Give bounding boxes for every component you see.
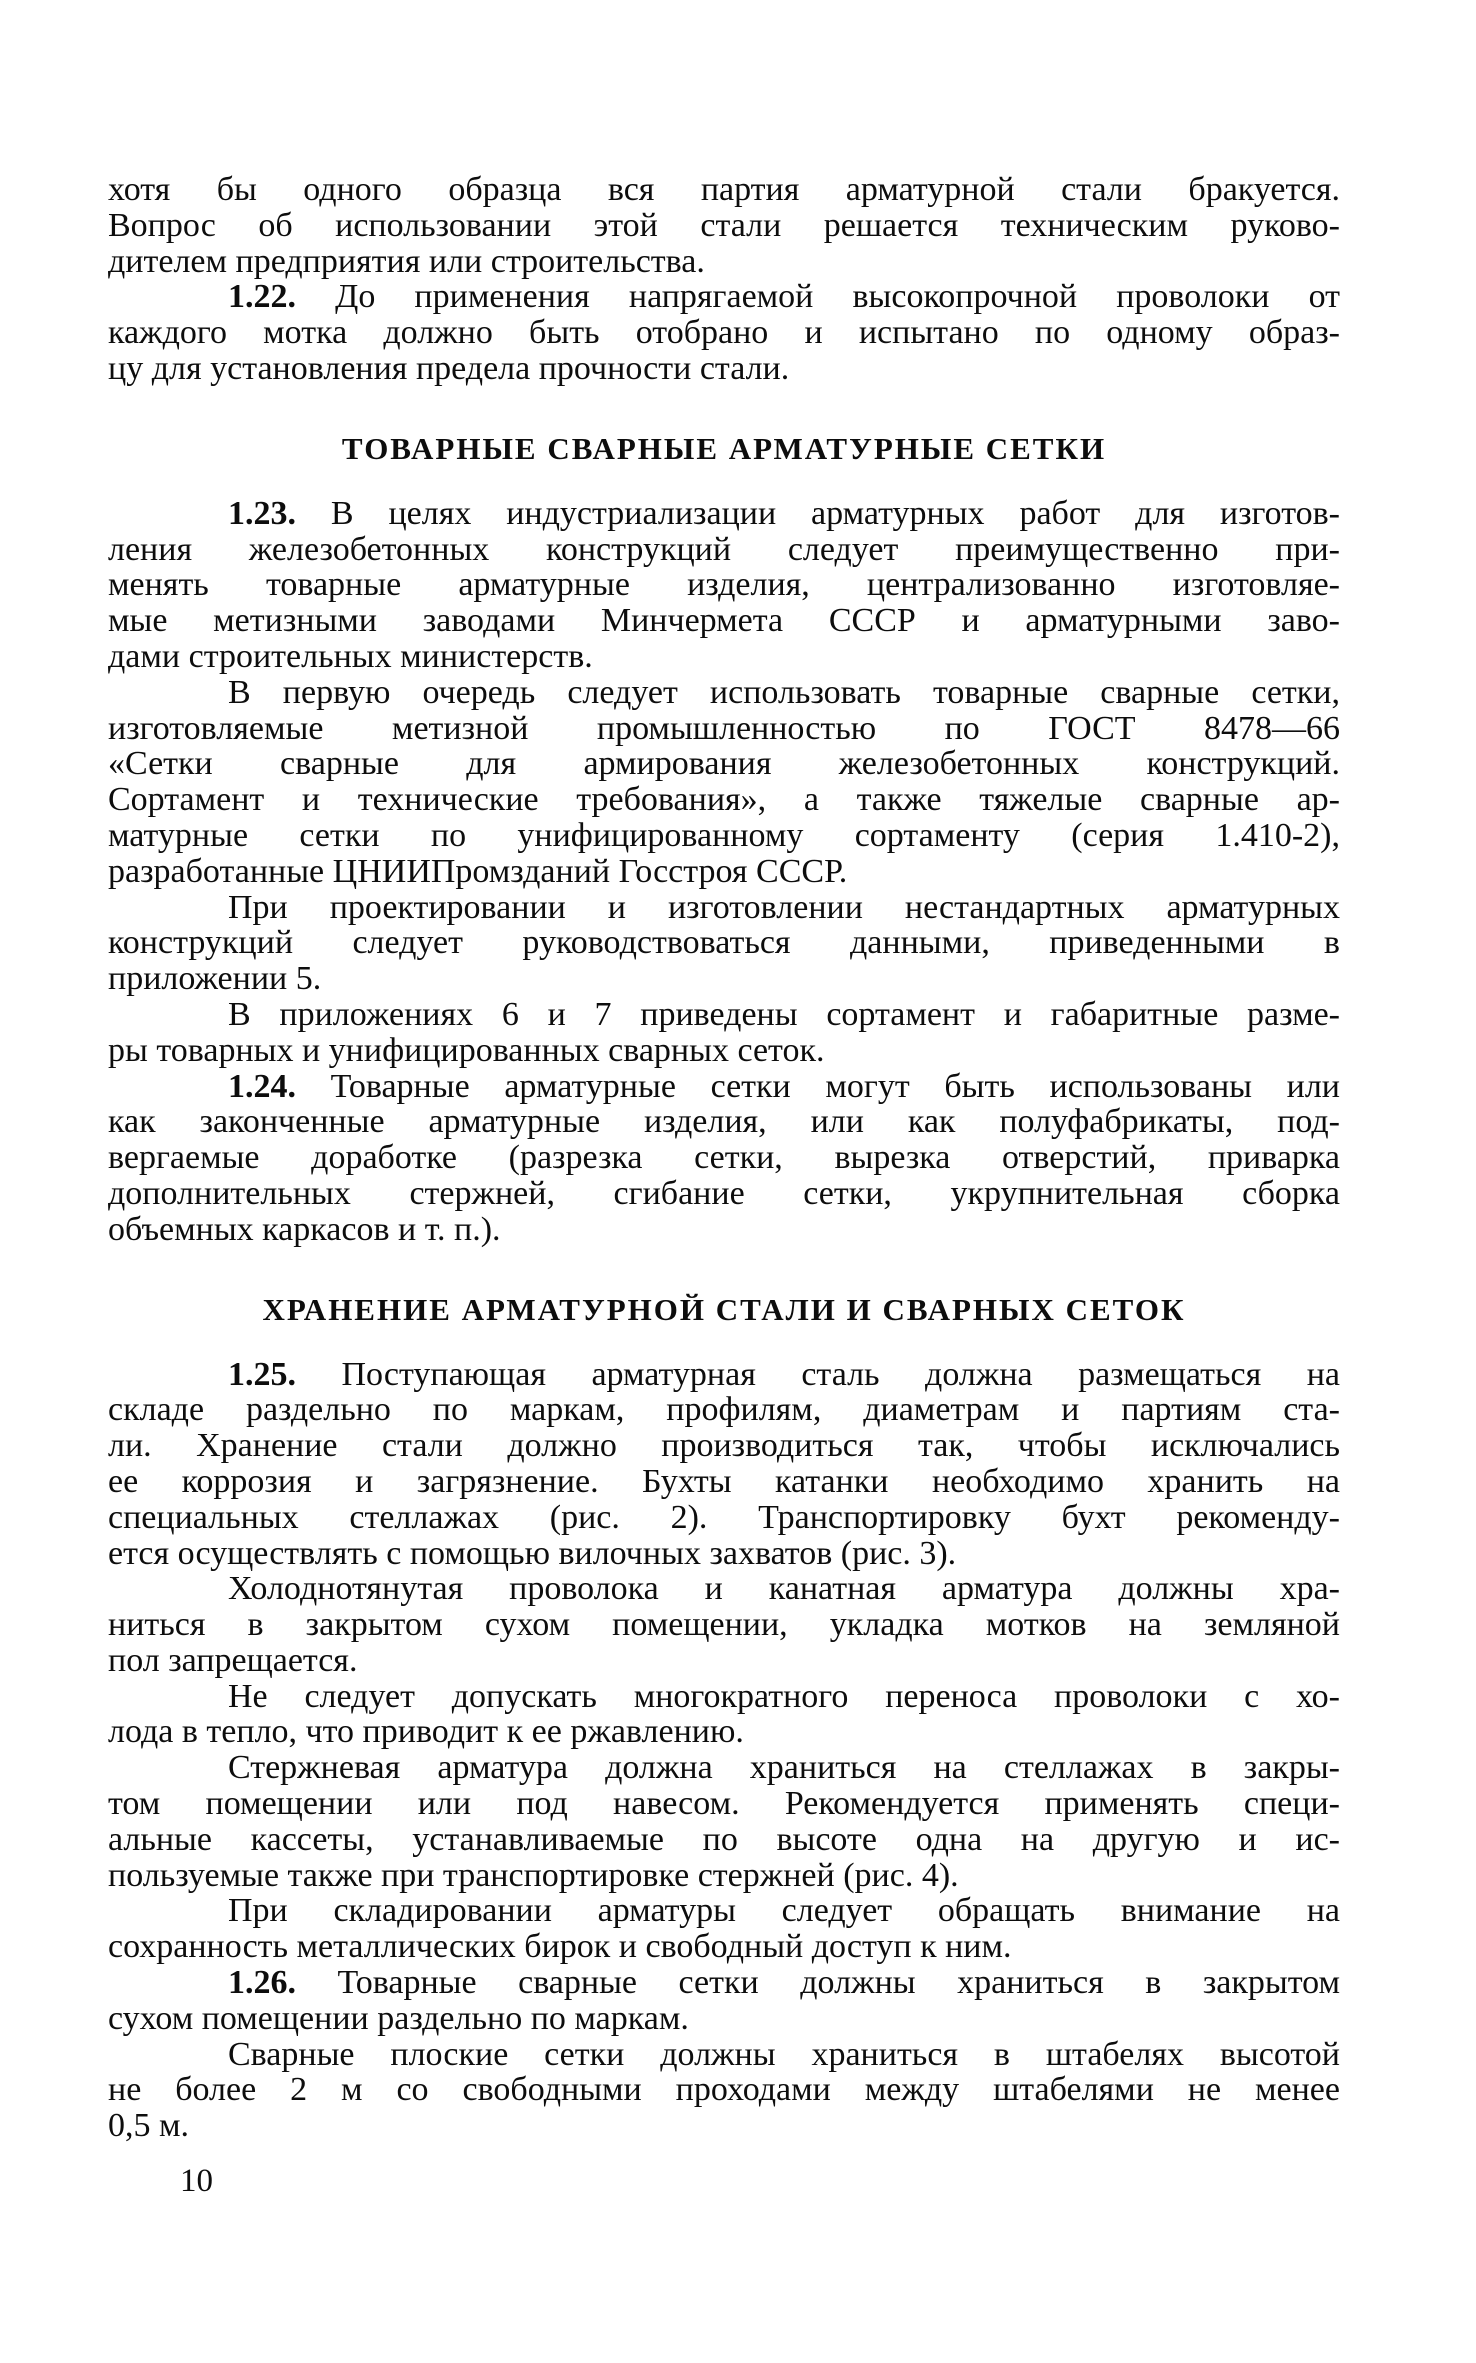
text-line: пол запрещается. bbox=[108, 1641, 358, 1679]
text-line: изготовляемые метизной промышленностью по ГОСТ 8478—66 bbox=[108, 709, 1340, 747]
text-line: дителем предприятия или строительства. bbox=[108, 242, 705, 280]
text-line: конструкций следует руководствоваться данными, приведенными в bbox=[108, 924, 1340, 962]
text-line: ниться в закрытом сухом помещении, укладка мотков на земляной bbox=[108, 1606, 1340, 1644]
text-line: 1.25. Поступающая арматурная сталь должна размещаться на bbox=[228, 1355, 1340, 1393]
paragraph-number: 1.26. bbox=[228, 1964, 296, 2002]
text-line: Стержневая арматура должна храниться на стеллажах в закры- bbox=[228, 1749, 1340, 1787]
text-line: приложении 5. bbox=[108, 960, 322, 998]
text-line: сохранность металлических бирок и свободный доступ к ним. bbox=[108, 1928, 1012, 1966]
paragraph bbox=[108, 1571, 1340, 1678]
paragraph bbox=[108, 890, 1340, 997]
text-line: ры товарных и унифицированных сварных сеток. bbox=[108, 1031, 825, 1069]
text-line: ется осуществлять с помощью вилочных захватов (рис. 3). bbox=[108, 1534, 957, 1572]
text-line: В приложениях 6 и 7 приведены сортамент и габаритные разме- bbox=[228, 995, 1340, 1033]
paragraph-number: 1.24. bbox=[228, 1067, 296, 1105]
text-line: ли. Хранение стали должно производиться так, чтобы исключались bbox=[108, 1427, 1340, 1465]
text-line: альные кассеты, устанавливаемые по высоте одна на другую и ис- bbox=[108, 1820, 1340, 1858]
page-number: 10 bbox=[180, 2163, 213, 2200]
text-line: Сортамент и технические требования», а также тяжелые сварные ар- bbox=[108, 781, 1340, 819]
section-heading: ХРАНЕНИЕ АРМАТУРНОЙ СТАЛИ И СВАРНЫХ СЕТОК bbox=[262, 1291, 1186, 1327]
text-line: лода в тепло, что приводит к ее ржавлению. bbox=[108, 1713, 744, 1751]
text-line: 0,5 м. bbox=[108, 2107, 190, 2145]
text-line: 1.22. До применения напрягаемой высокопрочной проволоки от bbox=[228, 278, 1340, 316]
paragraph-number: 1.22. bbox=[228, 278, 296, 316]
text-line: Сварные плоские сетки должны храниться в штабелях высотой bbox=[228, 2035, 1340, 2073]
paragraph-number: 1.25. bbox=[228, 1355, 296, 1393]
text-line: дами строительных министерств. bbox=[108, 637, 593, 675]
text-line: ления железобетонных конструкций следует преимущественно при- bbox=[108, 530, 1340, 568]
paragraph bbox=[108, 1750, 1340, 1893]
text-line: пользуемые также при транспортировке стержней (рис. 4). bbox=[108, 1856, 959, 1894]
text-line: менять товарные арматурные изделия, централизованно изготовляе- bbox=[108, 566, 1340, 604]
text-line: 1.24. Товарные арматурные сетки могут быть использованы или bbox=[228, 1067, 1340, 1105]
text-line: дополнительных стержней, сгибание сетки, укрупнительная сборка bbox=[108, 1174, 1340, 1212]
paragraph bbox=[108, 997, 1340, 1069]
text-line: Холоднотянутая проволока и канатная арматура должны хра- bbox=[228, 1570, 1340, 1608]
text-line: вергаемые доработке (разрезка сетки, вырезка отверстий, приварка bbox=[108, 1139, 1340, 1177]
text-line: цу для установления предела прочности стали. bbox=[108, 349, 790, 387]
text-column bbox=[108, 172, 1340, 2200]
text-line: ее коррозия и загрязнение. Бухты катанки необходимо хранить на bbox=[108, 1462, 1340, 1500]
text-line: сухом помещении раздельно по маркам. bbox=[108, 1999, 689, 2037]
paragraph-number: 1.23. bbox=[228, 494, 296, 532]
text-line: В первую очередь следует использовать товарные сварные сетки, bbox=[228, 673, 1340, 711]
text-line: как законченные арматурные изделия, или как полуфабрикаты, под- bbox=[108, 1103, 1340, 1141]
text-line: объемных каркасов и т. п.). bbox=[108, 1210, 501, 1248]
text-line: разработанные ЦНИИПромзданий Госстроя СССР. bbox=[108, 852, 848, 890]
text-line: складе раздельно по маркам, профилям, диаметрам и партиям ста- bbox=[108, 1391, 1340, 1429]
text-line: 1.26. Товарные сварные сетки должны храниться в закрытом bbox=[228, 1964, 1340, 2002]
text-line: специальных стеллажах (рис. 2). Транспортировку бухт рекоменду- bbox=[108, 1498, 1340, 1536]
text-line: 1.23. В целях индустриализации арматурных работ для изготов- bbox=[228, 494, 1340, 532]
paragraph bbox=[108, 1893, 1340, 1965]
paragraph bbox=[108, 1965, 1340, 2037]
paragraph bbox=[108, 1679, 1340, 1751]
text-line: Не следует допускать многократного переноса проволоки с хо- bbox=[228, 1677, 1340, 1715]
paragraph bbox=[108, 496, 1340, 675]
paragraph bbox=[108, 1357, 1340, 1572]
text-line: матурные сетки по унифицированному сортаменту (серия 1.410-2), bbox=[108, 816, 1340, 854]
paragraph bbox=[108, 675, 1340, 890]
text-line: не более 2 м со свободными проходами между штабелями не менее bbox=[108, 2071, 1340, 2109]
text-line: хотя бы одного образца вся партия арматурной стали бракуется. bbox=[108, 171, 1340, 208]
paragraph bbox=[108, 279, 1340, 386]
text-line: При складировании арматуры следует обращать внимание на bbox=[228, 1892, 1340, 1930]
text-line: При проектировании и изготовлении нестандартных арматурных bbox=[228, 888, 1340, 926]
text-line: том помещении или под навесом. Рекомендуется применять специ- bbox=[108, 1785, 1340, 1823]
paragraph bbox=[108, 1069, 1340, 1248]
text-line: каждого мотка должно быть отобрано и испытано по одному образ- bbox=[108, 314, 1340, 352]
paragraph bbox=[108, 2037, 1340, 2144]
paragraph bbox=[108, 172, 1340, 279]
section-heading: ТОВАРНЫЕ СВАРНЫЕ АРМАТУРНЫЕ СЕТКИ bbox=[341, 430, 1107, 466]
text-line: «Сетки сварные для армирования железобетонных конструкций. bbox=[108, 745, 1340, 783]
text-line: мые метизными заводами Минчермета СССР и арматурными заво- bbox=[108, 602, 1340, 640]
text-line: Вопрос об использовании этой стали решается техническим руково- bbox=[108, 206, 1340, 244]
